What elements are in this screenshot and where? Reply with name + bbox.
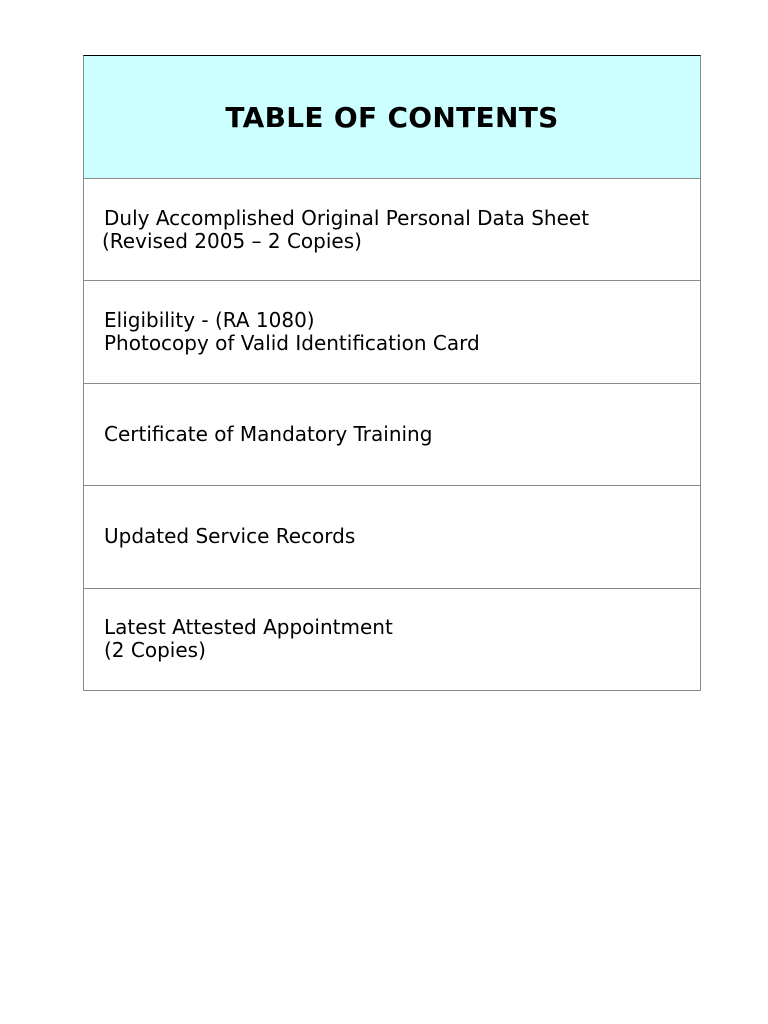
toc-row-line: Eligibility - (RA 1080) [104,308,315,333]
toc-row-attested-appointment [84,589,700,691]
toc-row-eligibility [84,281,700,383]
toc-row-line: Certificate of Mandatory Training [104,421,433,446]
table-of-contents [83,55,701,691]
toc-row-line: Updated Service Records [104,524,356,549]
toc-row-line: (Revised 2005 – 2 Copies) [102,228,362,253]
toc-row-line: Duly Accomplished Original Personal Data Sheet [104,205,590,230]
toc-row-line: Photocopy of Valid Identification Card [104,331,480,356]
toc-row-mandatory-training [84,384,700,486]
toc-row-service-records [84,486,700,588]
toc-title: TABLE OF CONTENTS [225,100,559,134]
toc-header-cell [84,56,700,179]
toc-row-line: Latest Attested Appointment [104,615,393,640]
toc-row-personal-data-sheet [84,179,700,281]
toc-row-line: (2 Copies) [104,638,206,663]
